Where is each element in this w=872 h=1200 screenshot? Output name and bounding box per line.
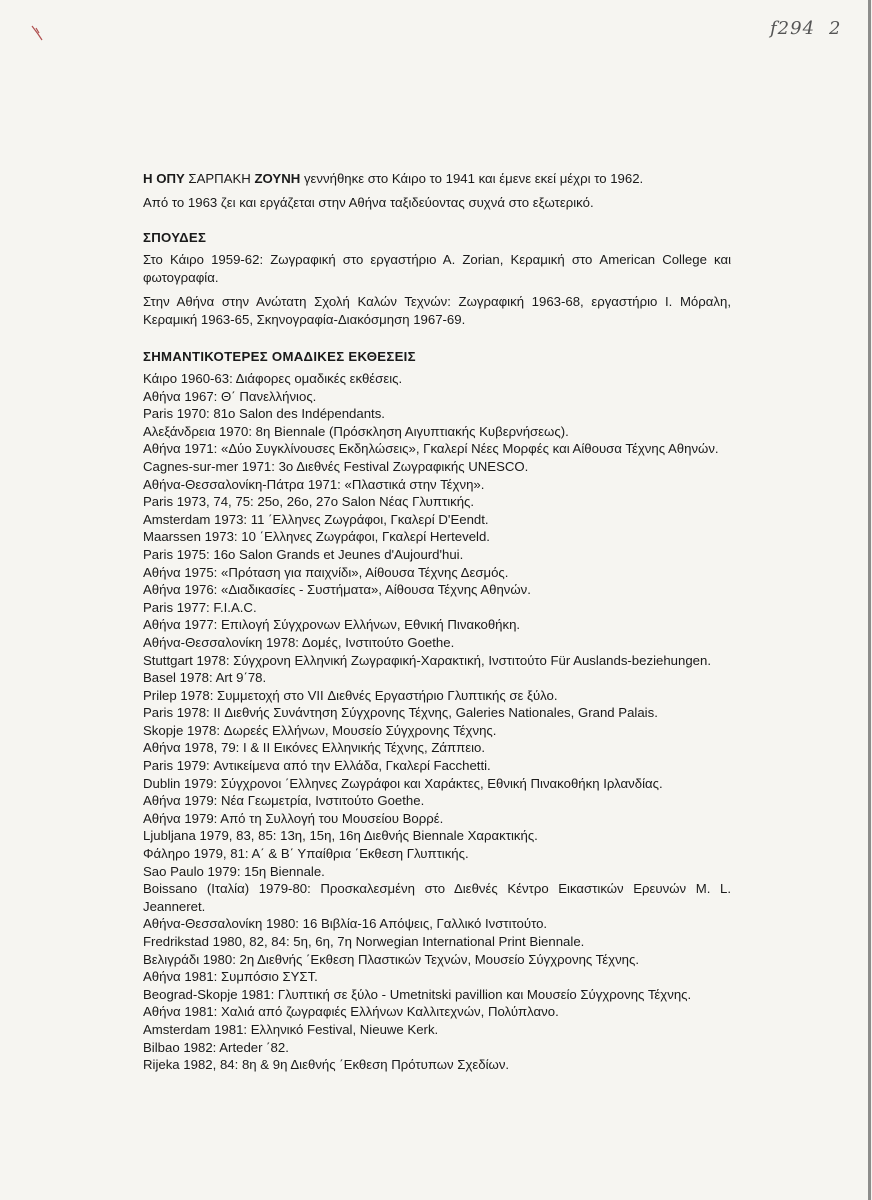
handwritten-reference bbox=[770, 18, 841, 39]
exhibition-item: Paris 1975: 16ο Salon Grands et Jeunes d'Aujourd'hui. bbox=[143, 546, 464, 562]
exhibition-item: Paris 1970: 81ο Salon des Indépendants. bbox=[143, 406, 385, 422]
exhibition-item: Amsterdam 1973: 11 ΄Ελληνες Ζωγράφοι, Γκαλερί D'Eendt. bbox=[143, 511, 489, 527]
exhibition-item: Κάιρο 1960-63: Διάφορες ομαδικές εκθέσεις. bbox=[143, 371, 403, 386]
handwritten-ref: f294 bbox=[770, 18, 816, 39]
exhibition-item: Αθήνα 1971: «Δύο Συγκλίνουσες Εκδηλώσεις», Γκαλερί Νέες Μορφές και Αίθουσα Τέχνης Αθηνών. bbox=[143, 441, 719, 457]
exhibition-item: Αθήνα-Θεσσαλονίκη-Πάτρα 1971: «Πλαστικά στην Τέχνη». bbox=[143, 476, 485, 492]
name-normal: ΣΑΡΠΑΚΗ bbox=[184, 171, 255, 186]
document-body bbox=[143, 170, 731, 1074]
exhibition-item: Maarssen 1973: 10 ΄Ελληνες Ζωγράφοι, Γκαλερί Herteveld. bbox=[143, 529, 490, 545]
exhibition-item: Αλεξάνδρεια 1970: 8η Biennale (Πρόσκληση Αιγυπτιακής Κυβερνήσεως). bbox=[143, 423, 569, 439]
exhibition-item: Αθήνα 1979: Από τη Συλλογή του Μουσείου Βορρέ. bbox=[143, 810, 444, 826]
exhibition-item: Αθήνα 1979: Νέα Γεωμετρία, Ινστιτούτο Goethe. bbox=[143, 793, 425, 809]
exhibition-item: Fredrikstad 1980, 82, 84: 5η, 6η, 7η Norwegian International Print Biennale. bbox=[143, 934, 585, 949]
exhibitions-list bbox=[143, 370, 731, 1074]
studies-paragraph: Στο Κάιρο 1959-62: Ζωγραφική στο εργαστήριο Α. Zorian, Κεραμική στο American College και φωτογραφία. bbox=[143, 252, 731, 285]
exhibition-item: Paris 1973, 74, 75: 25ο, 26ο, 27ο Salon Νέας Γλυπτικής. bbox=[143, 494, 475, 510]
intro bbox=[143, 170, 731, 212]
exhibition-item: Αθήνα-Θεσσαλονίκη 1978: Δομές, Ινστιτούτο Goethe. bbox=[143, 634, 455, 650]
pen-mark-icon bbox=[30, 24, 44, 42]
exhibition-item: Paris 1978: II Διεθνής Συνάντηση Σύγχρονης Τέχνης, Galeries Nationales, Grand Palais. bbox=[143, 705, 658, 721]
handwritten-page-number: 2 bbox=[829, 18, 842, 39]
exhibition-item: Αθήνα 1981: Χαλιά από ζωγραφιές Ελλήνων Καλλιτεχνών, Πολύπλανο. bbox=[143, 1004, 559, 1020]
exhibition-item: Paris 1979: Αντικείμενα από την Ελλάδα, Γκαλερί Facchetti. bbox=[143, 758, 491, 774]
exhibition-item: Amsterdam 1981: Ελληνικό Festival, Nieuwe Kerk. bbox=[143, 1021, 439, 1037]
name-bold-2: ΖΟΥΝΗ bbox=[254, 171, 301, 186]
exhibition-item: Αθήνα 1975: «Πρόταση για παιχνίδι», Αίθουσα Τέχνης Δεσμός. bbox=[143, 564, 509, 580]
studies-heading: ΣΠΟΥΔΕΣ bbox=[143, 230, 207, 245]
exhibition-item: Αθήνα-Θεσσαλονίκη 1980: 16 Βιβλία-16 Απόψεις, Γαλλικό Ινστιτούτο. bbox=[143, 916, 548, 932]
studies-paragraph: Στην Αθήνα στην Ανώτατη Σχολή Καλών Τεχνών: Ζωγραφική 1963-68, εργαστήριο Ι. Μόραλη, Κεραμική 1963-65, Σκηνογραφία-Διακόσμηση 1967-69. bbox=[143, 294, 731, 327]
exhibition-item: Bilbao 1982: Arteder ΄82. bbox=[143, 1039, 289, 1055]
exhibition-item: Beograd-Skopje 1981: Γλυπτική σε ξύλο - Umetnitski pavillion και Μουσείο Σύγχρονης Τέχνης. bbox=[143, 986, 692, 1002]
exhibition-item: Basel 1978: Art 9΄78. bbox=[143, 670, 267, 686]
name-bold-1: Η ΟΠΥ bbox=[143, 171, 185, 186]
exhibition-item: Αθήνα 1978, 79: I & II Εικόνες Ελληνικής Τέχνης, Ζάππειο. bbox=[143, 740, 486, 756]
intro-text: γεννήθηκε στο Κάιρο το 1941 και έμενε εκεί μέχρι το 1962. bbox=[300, 171, 644, 186]
exhibition-item: Stuttgart 1978: Σύγχρονη Ελληνική Ζωγραφική-Χαρακτική, Ινστιτούτο Für Auslands-beziehungen. bbox=[143, 652, 712, 668]
exhibition-item: Αθήνα 1977: Επιλογή Σύγχρονων Ελλήνων, Εθνική Πινακοθήκη. bbox=[143, 617, 521, 633]
exhibition-item: Βελιγράδι 1980: 2η Διεθνής ΄Εκθεση Πλαστικών Τεχνών, Μουσείο Σύγχρονης Τέχνης. bbox=[143, 951, 640, 967]
exhibition-item: Cagnes-sur-mer 1971: 3ο Διεθνές Festival Ζωγραφικής UNESCO. bbox=[143, 458, 529, 474]
exhibition-item: Ljubljana 1979, 83, 85: 13η, 15η, 16η Διεθνής Biennale Χαρακτικής. bbox=[143, 828, 538, 844]
exhibition-item: Αθήνα 1981: Συμπόσιο ΣΥΣΤ. bbox=[143, 969, 318, 985]
exhibition-item: Boissano (Ιταλία) 1979-80: Προσκαλεσμένη στο Διεθνές Κέντρο Εικαστικών Ερευνών M. L. Jeanneret. bbox=[143, 881, 731, 914]
exhibition-item: Φάληρο 1979, 81: Α΄ & Β΄ Υπαίθρια ΄Εκθεση Γλυπτικής. bbox=[143, 846, 469, 862]
exhibition-item: Αθήνα 1976: «Διαδικασίες - Συστήματα», Αίθουσα Τέχνης Αθηνών. bbox=[143, 582, 531, 598]
intro-line-2: Από το 1963 ζει και εργάζεται στην Αθήνα ταξιδεύοντας συχνά στο εξωτερικό. bbox=[143, 195, 594, 210]
exhibitions-heading: ΣΗΜΑΝΤΙΚΟΤΕΡΕΣ ΟΜΑΔΙΚΕΣ ΕΚΘΕΣΕΙΣ bbox=[143, 349, 416, 364]
exhibition-item: Αθήνα 1967: Θ΄ Πανελλήνιος. bbox=[143, 388, 317, 404]
intro-line-1 bbox=[143, 170, 731, 188]
exhibition-item: Skopje 1978: Δωρεές Ελλήνων, Μουσείο Σύγχρονης Τέχνης. bbox=[143, 722, 497, 738]
exhibition-item: Rijeka 1982, 84: 8η & 9η Διεθνής ΄Εκθεση Πρότυπων Σχεδίων. bbox=[143, 1057, 510, 1073]
exhibition-item: Sao Paulo 1979: 15η Biennale. bbox=[143, 863, 325, 879]
exhibition-item: Dublin 1979: Σύγχρονοι ΄Ελληνες Ζωγράφοι και Χαράκτες, Εθνική Πινακοθήκη Ιρλανδίας. bbox=[143, 775, 663, 791]
exhibition-item: Paris 1977: F.I.A.C. bbox=[143, 599, 257, 615]
exhibition-item: Prilep 1978: Συμμετοχή στο VII Διεθνές Εργαστήριο Γλυπτικής σε ξύλο. bbox=[143, 687, 558, 703]
